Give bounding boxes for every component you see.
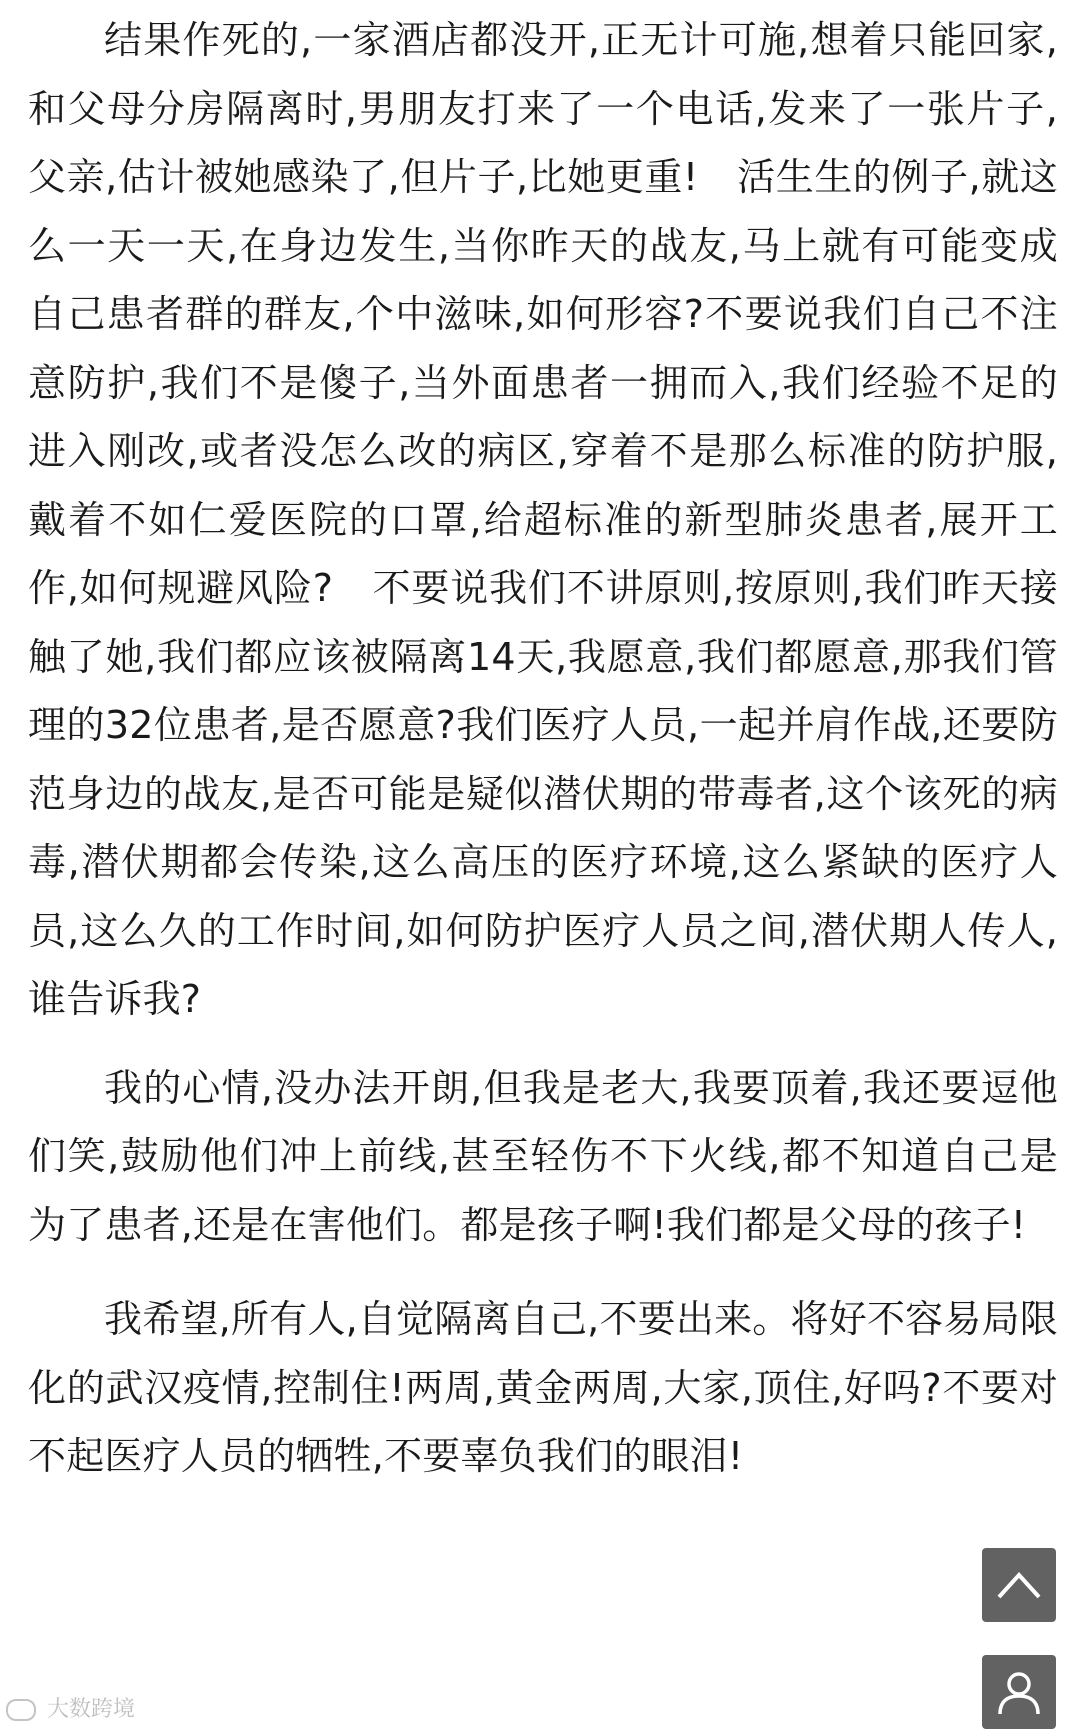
watermark [6, 1692, 135, 1723]
watermark-text: 大数跨境 [47, 1697, 136, 1722]
paragraph-2: 我的心情,没办法开朗,但我是老大,我要顶着,我还要逗他们笑,鼓励他们冲上前线,甚至轻伤不下火线,都不知道自己是为了患者,还是在害他们。都是孩子啊!我们都是父母的孩子! [28, 1065, 1058, 1247]
watermark-logo-icon [6, 1699, 36, 1721]
scroll-to-top-button[interactable] [982, 1548, 1056, 1622]
article-body [28, 6, 1058, 1491]
paragraph-1: 结果作死的,一家酒店都没开,正无计可施,想着只能回家,和父母分房隔离时,男朋友打来了一个电话,发来了一张片子,父亲,估计被她感染了,但片子,比她更重! 活生生的例子,就这么一天一天,在身边发生,当你昨天的战友,马上就有可能变成自己患者群的群友,个中滋味,如何形容?不要说我们自己不注意防护,我们不是傻子,当外面患者一拥而入,我们经验不足的进入刚改,或者没怎么改的病区,穿着不是那么标准的防护服,戴着不如仁爱医院的口罩,给超标准的新型肺炎患者,展开工作,如何规避风险? 不要说我们不讲原则,按原则,我们昨天接触了她,我们都应该被隔离14天,我愿意,我们都愿意,那我们管理的32位患者,是否愿意?我们医疗人员,一起并肩作战,还要防范身边的战友,是否可能是疑似潜伏期的带毒者,这个该死的病毒,潜伏期都会传染,这么高压的医疗环境,这么紧缺的医疗人员,这么久的工作时间,如何防护医疗人员之间,潜伏期人传人,谁告诉我? [28, 18, 1058, 1021]
paragraph-3: 我希望,所有人,自觉隔离自己,不要出来。将好不容易局限化的武汉疫情,控制住!两周,黄金两周,大家,顶住,好吗?不要对不起医疗人员的牺牲,不要辜负我们的眼泪! [28, 1297, 1058, 1478]
user-icon [994, 1667, 1044, 1717]
chevron-up-icon [996, 1570, 1042, 1600]
profile-button[interactable] [982, 1655, 1056, 1729]
